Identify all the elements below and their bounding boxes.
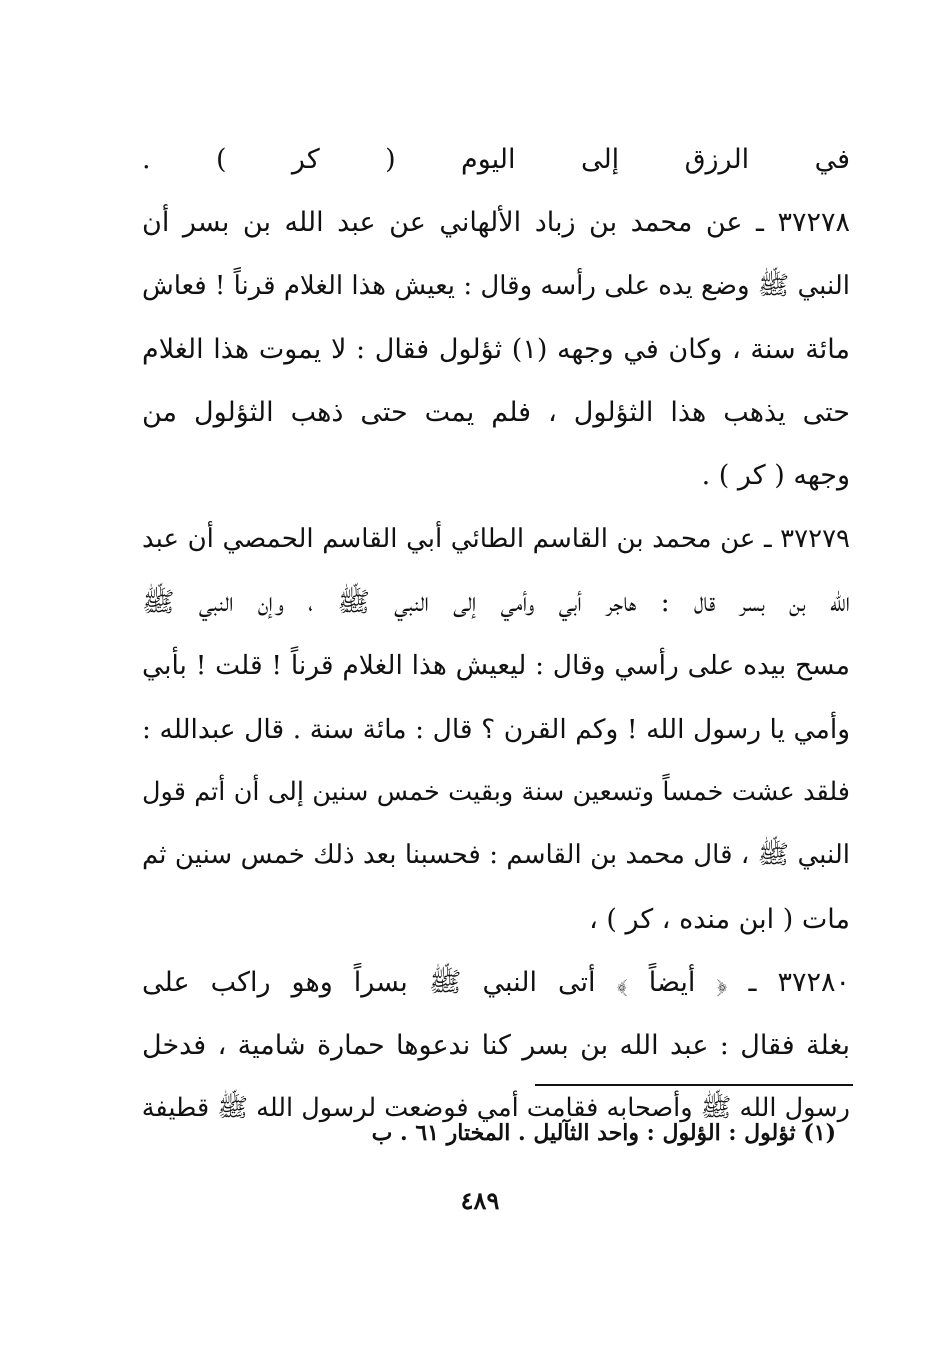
text-line-5: حتى يذهب هذا الثؤلول ، فلم يمت حتى ذهب الثؤلول من bbox=[142, 397, 850, 429]
text-line-12: النبي ﷺ ، قال محمد بن القاسم : فحسبنا بعد ذلك خمس سنين ثم bbox=[142, 840, 850, 871]
text-line-4: مائة سنة ، وكان في وجهه (١) ثؤلول فقال : لا يموت هذا الغلام bbox=[142, 333, 850, 365]
text-line-8: الله بن بسر قال : هاجر أبي وأمي إلى النبي ﷺ ، وإن النبي ﷺ bbox=[142, 587, 850, 619]
text-line-15: بغلة فقال : عبد الله بن بسر كنا ندعوها حمارة شامية ، فدخل bbox=[142, 1030, 850, 1062]
text-line-16: رسول الله ﷺ وأصحابه فقامت أمي فوضعت لرسول الله ﷺ قطيفة bbox=[142, 1093, 850, 1124]
page-number: ٤٨٩ bbox=[460, 1186, 500, 1215]
text-line-10: وأمي يا رسول الله ! وكم القرن ؟ قال : مائة سنة . قال عبدالله : bbox=[142, 713, 850, 745]
footnote-divider bbox=[535, 1084, 853, 1086]
main-text bbox=[142, 128, 850, 1141]
text-line-9: مسح بيده على رأسي وقال : ليعيش هذا الغلام قرناً ! قلت ! بأبي bbox=[142, 650, 850, 682]
text-line-3: النبي ﷺ وضع يده على رأسه وقال : يعيش هذا الغلام قرناً ! فعاش bbox=[142, 270, 850, 301]
footnote: (١) ثؤلول : الؤلول : واحد الثآليل . المختار ٦١ . ب bbox=[371, 1120, 836, 1146]
text-line-14: ٣٧٢٨٠ ـ ﴿ أيضاً ﴾ أتى النبي ﷺ بسراً وهو راكب على bbox=[142, 966, 850, 998]
text-line-2: ٣٧٢٧٨ ـ عن محمد بن زباد الألهاني عن عبد الله بن بسر أن bbox=[142, 207, 850, 239]
text-line-6: وجهه ( كر ) . bbox=[701, 460, 850, 492]
text-line-7: ٣٧٢٧٩ ـ عن محمد بن القاسم الطائي أبي القاسم الحمصي أن عبد bbox=[142, 523, 850, 554]
text-line-11: فلقد عشت خمساً وتسعين سنة وبقيت خمس سنين إلى أن أتم قول bbox=[142, 776, 850, 807]
text-line-1: في الرزق إلى اليوم ( كر ) . bbox=[142, 144, 850, 175]
text-line-13: مات ( ابن منده ، كر ) ، bbox=[589, 903, 850, 935]
